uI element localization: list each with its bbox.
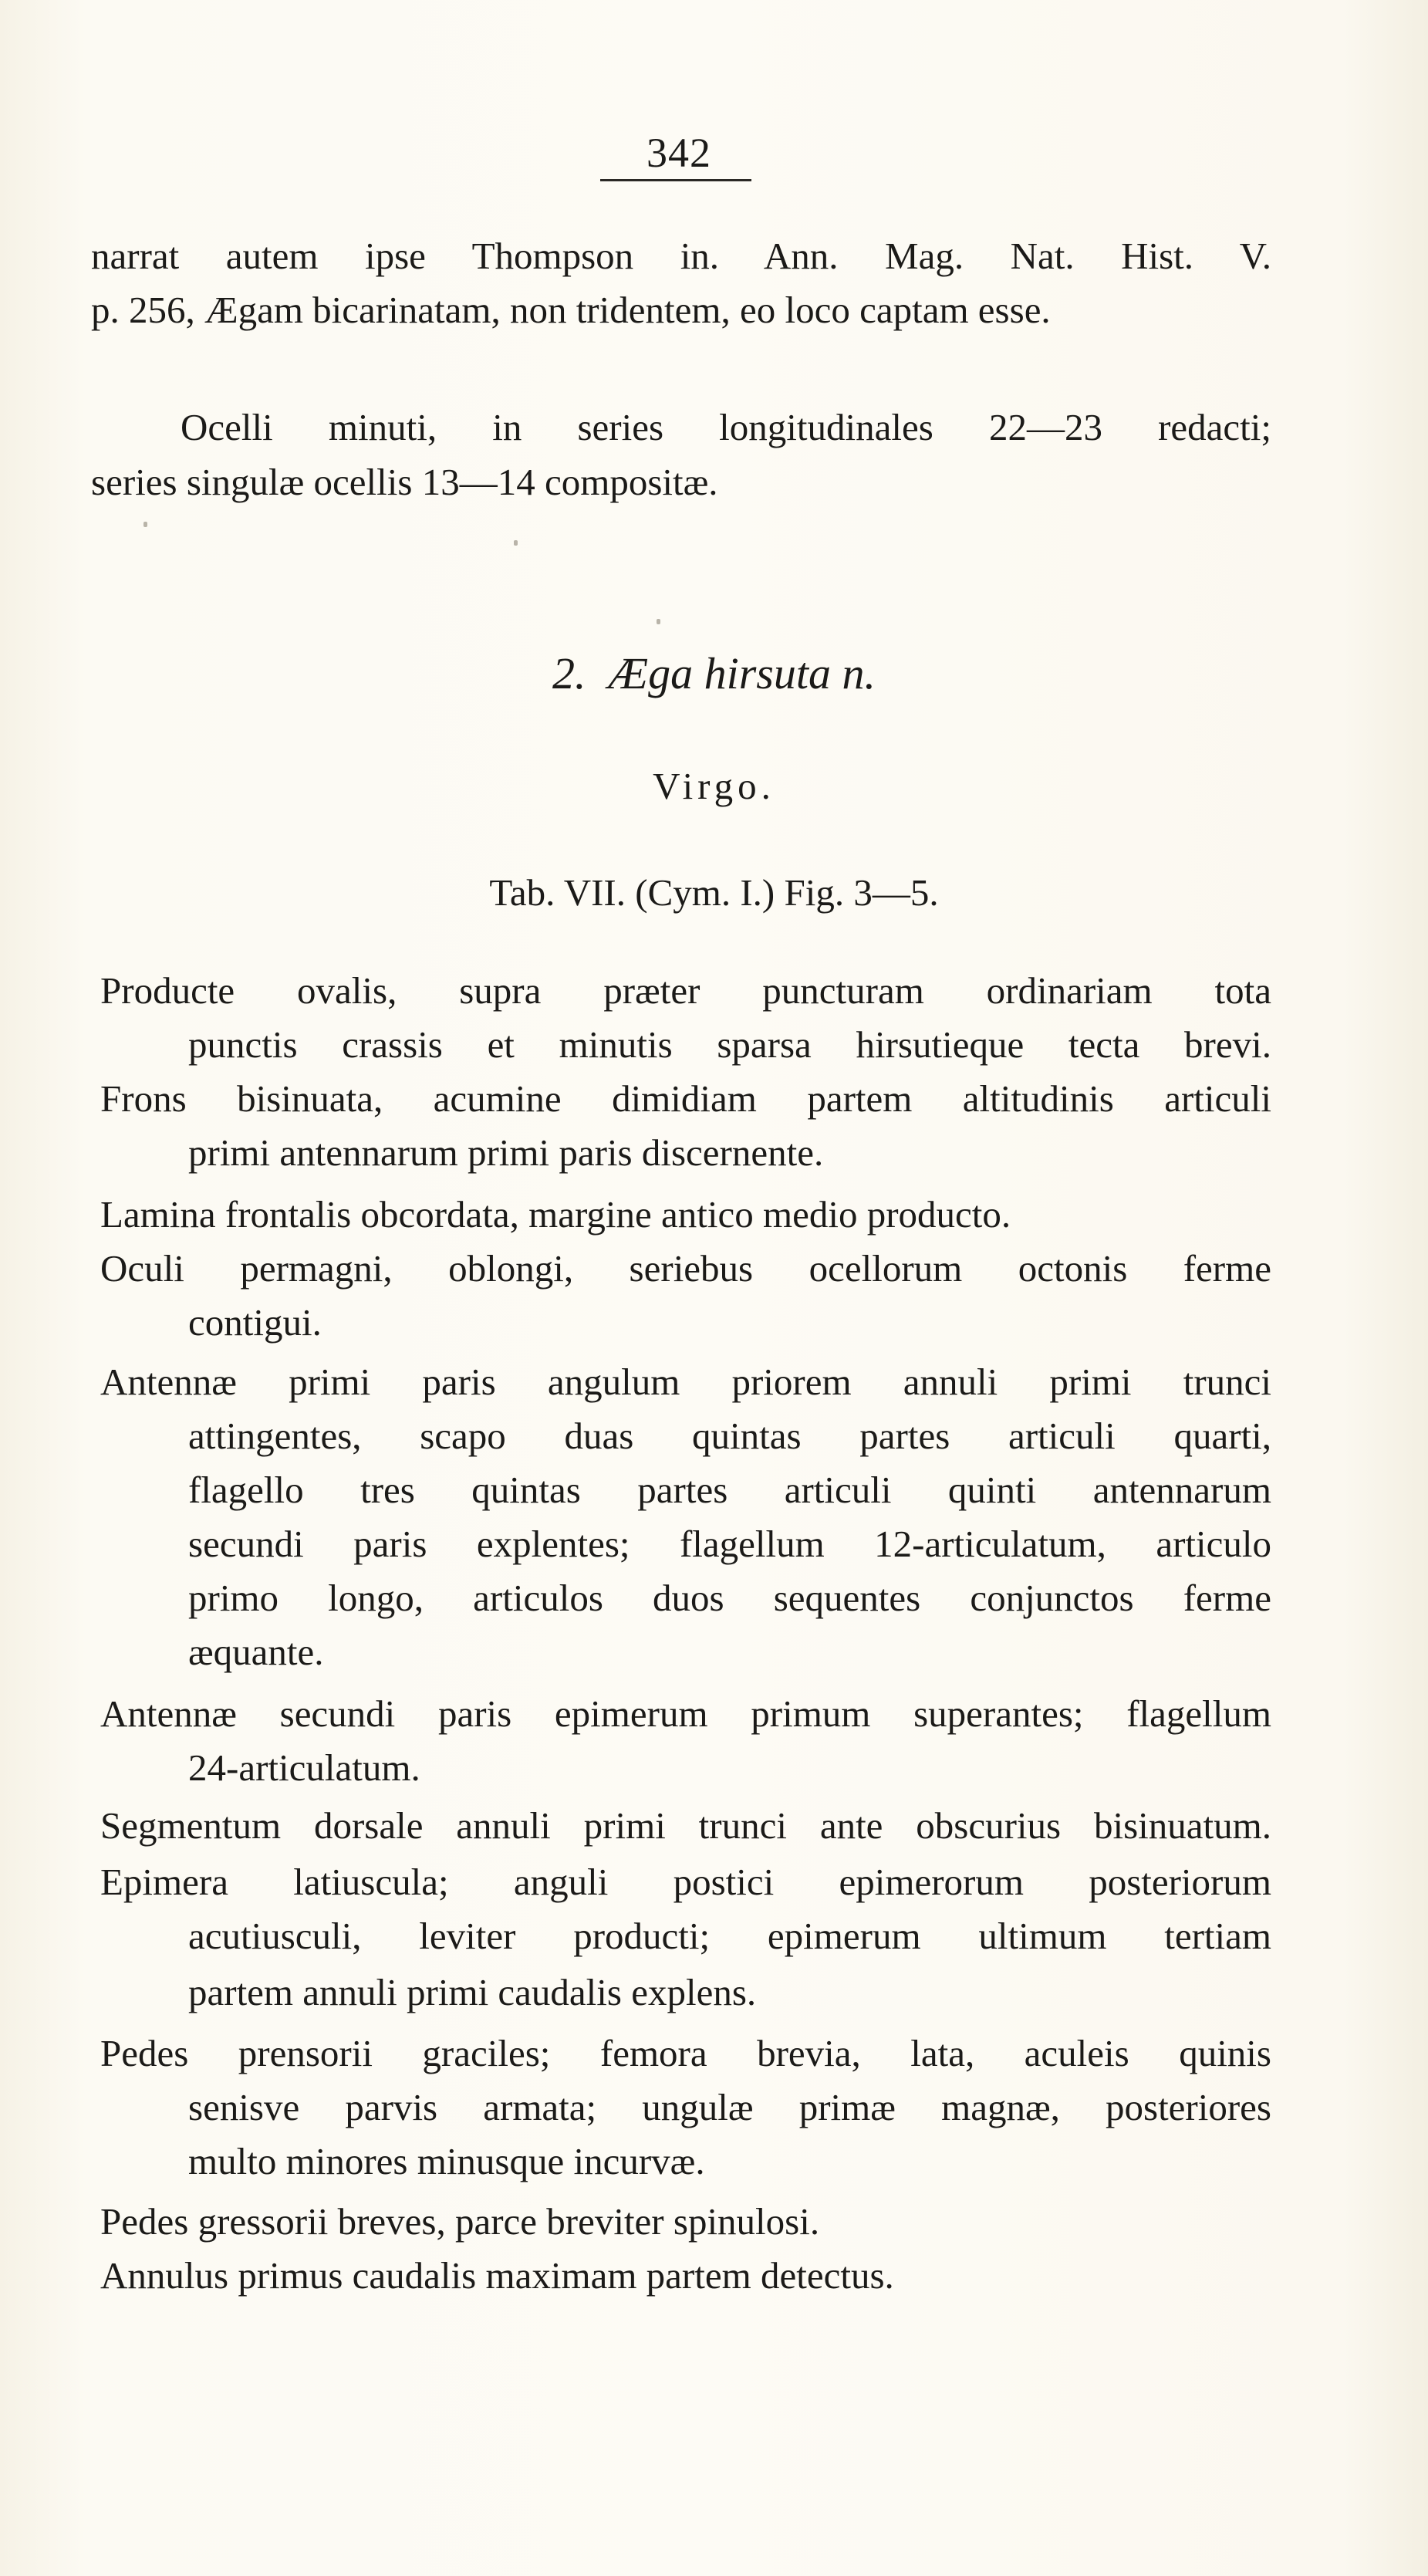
species-name: Æga hirsuta n. xyxy=(608,648,876,698)
description-line: Epimera latiuscula; anguli postici epimerorum posteriorum xyxy=(100,1861,1271,1903)
print-speck xyxy=(657,619,660,624)
description-line: Producte ovalis, supra præter puncturam ordinariam tota xyxy=(100,969,1271,1012)
plate-reference: Tab. VII. (Cym. I.) Fig. 3—5. xyxy=(489,871,939,914)
intro-line: series singulæ ocellis 13—14 compositæ. xyxy=(91,461,718,503)
sex-label: Virgo. xyxy=(653,765,775,807)
intro-line: p. 256, Ægam bicarinatam, non tridentem, eo loco captam esse. xyxy=(91,289,1051,331)
description-line: Oculi permagni, oblongi, seriebus ocellorum octonis ferme xyxy=(100,1247,1271,1290)
description-line: Antennæ secundi paris epimerum primum superantes; flagellum xyxy=(100,1692,1271,1735)
description-line: Antennæ primi paris angulum priorem annuli primi trunci xyxy=(100,1361,1271,1403)
description-line: Annulus primus caudalis maximam partem detectus. xyxy=(100,2254,894,2297)
description-line: Frons bisinuata, acumine dimidiam partem altitudinis articuli xyxy=(100,1077,1271,1120)
species-number: 2. xyxy=(552,648,586,698)
description-line: senisve parvis armata; ungulæ primæ magnæ, posteriores xyxy=(188,2086,1271,2128)
description-line: Pedes prensorii graciles; femora brevia, lata, aculeis quinis xyxy=(100,2032,1271,2074)
description-line: multo minores minusque incurvæ. xyxy=(188,2140,705,2182)
description-line: 24-articulatum. xyxy=(188,1746,420,1789)
description-line: primo longo, articulos duos sequentes conjunctos ferme xyxy=(188,1577,1271,1619)
description-line: primi antennarum primi paris discernente. xyxy=(188,1131,824,1174)
page-number-rule xyxy=(600,179,751,181)
description-line: acutiusculi, leviter producti; epimerum ultimum tertiam xyxy=(188,1915,1271,1957)
description-line: contigui. xyxy=(188,1301,322,1344)
print-speck xyxy=(143,522,147,527)
description-line: flagello tres quintas partes articuli quinti antennarum xyxy=(188,1469,1271,1511)
description-line: Lamina frontalis obcordata, margine antico medio producto. xyxy=(100,1193,1011,1236)
species-heading xyxy=(0,648,1428,699)
description-line: punctis crassis et minutis sparsa hirsutieque tecta brevi. xyxy=(188,1023,1271,1066)
page-number: 342 xyxy=(646,130,711,176)
description-line: Pedes gressorii breves, parce breviter spinulosi. xyxy=(100,2200,820,2243)
intro-line: narrat autem ipse Thompson in. Ann. Mag. Nat. Hist. V. xyxy=(91,235,1271,277)
description-line: attingentes, scapo duas quintas partes articuli quarti, xyxy=(188,1415,1271,1457)
intro-line: Ocelli minuti, in series longitudinales 22—23 redacti; xyxy=(181,406,1271,448)
description-line: secundi paris explentes; flagellum 12-articulatum, articulo xyxy=(188,1523,1271,1565)
description-line: partem annuli primi caudalis explens. xyxy=(188,1971,757,2013)
print-speck xyxy=(514,540,518,546)
description-line: æquante. xyxy=(188,1631,324,1673)
description-line: Segmentum dorsale annuli primi trunci ante obscurius bisinuatum. xyxy=(100,1804,1271,1847)
